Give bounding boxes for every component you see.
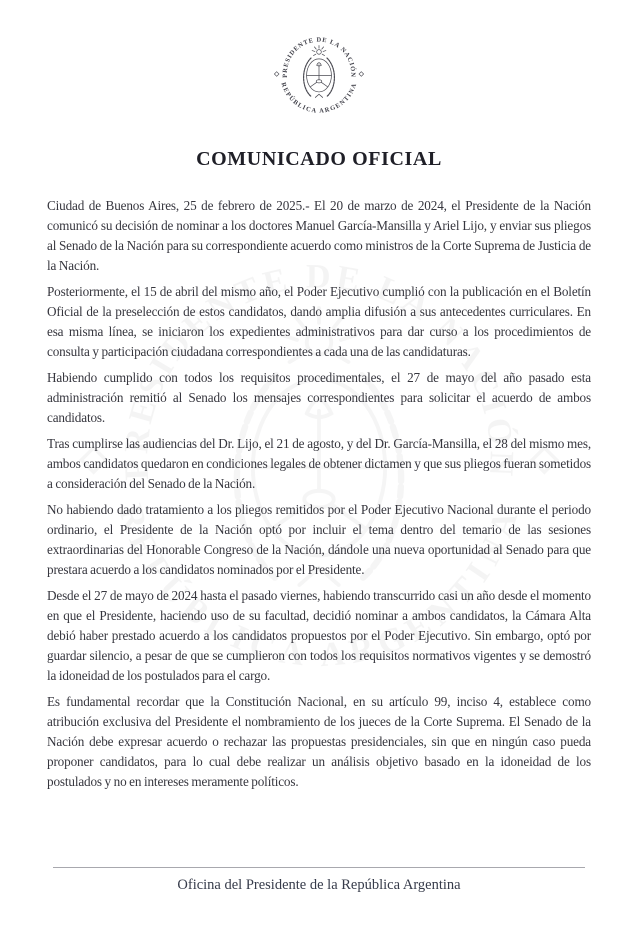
- official-communique-page: [0, 28, 638, 932]
- document-header: [0, 28, 638, 171]
- body-paragraph-7: Es fundamental recordar que la Constitución Nacional, en su artículo 99, inciso 4, establece como atribución exclusiva del Presidente el nombramiento de los jueces de la Corte Suprema. El Senado de la Nación debe expresar acuerdo o rechazar las propuestas presidenciales, sin que en ningún caso pueda proponer candidatos, para lo cual debe realizar un análisis objetivo basado en la idoneidad de los postulados y no en intereses meramente políticos.: [47, 694, 591, 789]
- page-title: COMUNICADO OFICIAL: [196, 148, 442, 170]
- footer-divider: [53, 867, 585, 868]
- body-paragraph-2: Posteriormente, el 15 de abril del mismo año, el Poder Ejecutivo cumplió con la publicación en el Boletín Oficial de la preselección de estos candidatos, dando amplia difusión a sus antecedentes curriculares. En esa misma línea, se iniciaron los expedientes administrativos para dar curso a los procedimientos de consulta y participación ciudadana correspondientes a cada una de las candidaturas.: [47, 284, 591, 359]
- communique-body: [47, 196, 591, 792]
- body-paragraph-4: Tras cumplirse las audiencias del Dr. Lijo, el 21 de agosto, y del Dr. García-Mansilla, el 28 del mismo mes, ambos candidatos quedaron en condiciones legales de obtener dictamen y que sus pliegos fueran sometidos a consideración del Senado de la Nación.: [47, 436, 591, 491]
- page-footer: [53, 867, 585, 894]
- presidential-seal-icon: [273, 28, 365, 120]
- body-paragraph-1: Ciudad de Buenos Aires, 25 de febrero de 2025.- El 20 de marzo de 2024, el Presidente de la Nación comunicó su decisión de nominar a los doctores Manuel García-Mansilla y Ariel Lijo, y enviar sus pliegos al Senado de la Nación para su correspondiente acuerdo como ministros de la Corte Suprema de Justicia de la Nación.: [47, 198, 591, 273]
- footer-office-name: Oficina del Presidente de la República Argentina: [177, 877, 461, 893]
- body-paragraph-3: Habiendo cumplido con todos los requisitos procedimentales, el 27 de mayo del año pasado esta administración remitió al Senado los mensajes correspondientes para solicitar el acuerdo de ambos candidatos.: [47, 370, 591, 425]
- body-paragraph-5: No habiendo dado tratamiento a los pliegos remitidos por el Poder Ejecutivo Nacional durante el periodo ordinario, el Presidente de la Nación optó por incluir el tema dentro del temario de las sesiones extraordinarias del Honorable Congreso de la Nación, dándole una nueva oportunidad al Senado para que prestara acuerdo a los candidatos nominados por el Presidente.: [47, 502, 591, 577]
- body-paragraph-6: Desde el 27 de mayo de 2024 hasta el pasado viernes, habiendo transcurrido casi un año desde el momento en que el Presidente, haciendo uso de su facultad, decidió nominar a ambos candidatos, la Cámara Alta debió haber prestado acuerdo a los candidatos propuestos por el Poder Ejecutivo. Sin embargo, optó por guardar silencio, a pesar de que se cumplieron con todos los requisitos normativos vigentes y se demostró la idoneidad de los postulados para el cargo.: [47, 588, 591, 683]
